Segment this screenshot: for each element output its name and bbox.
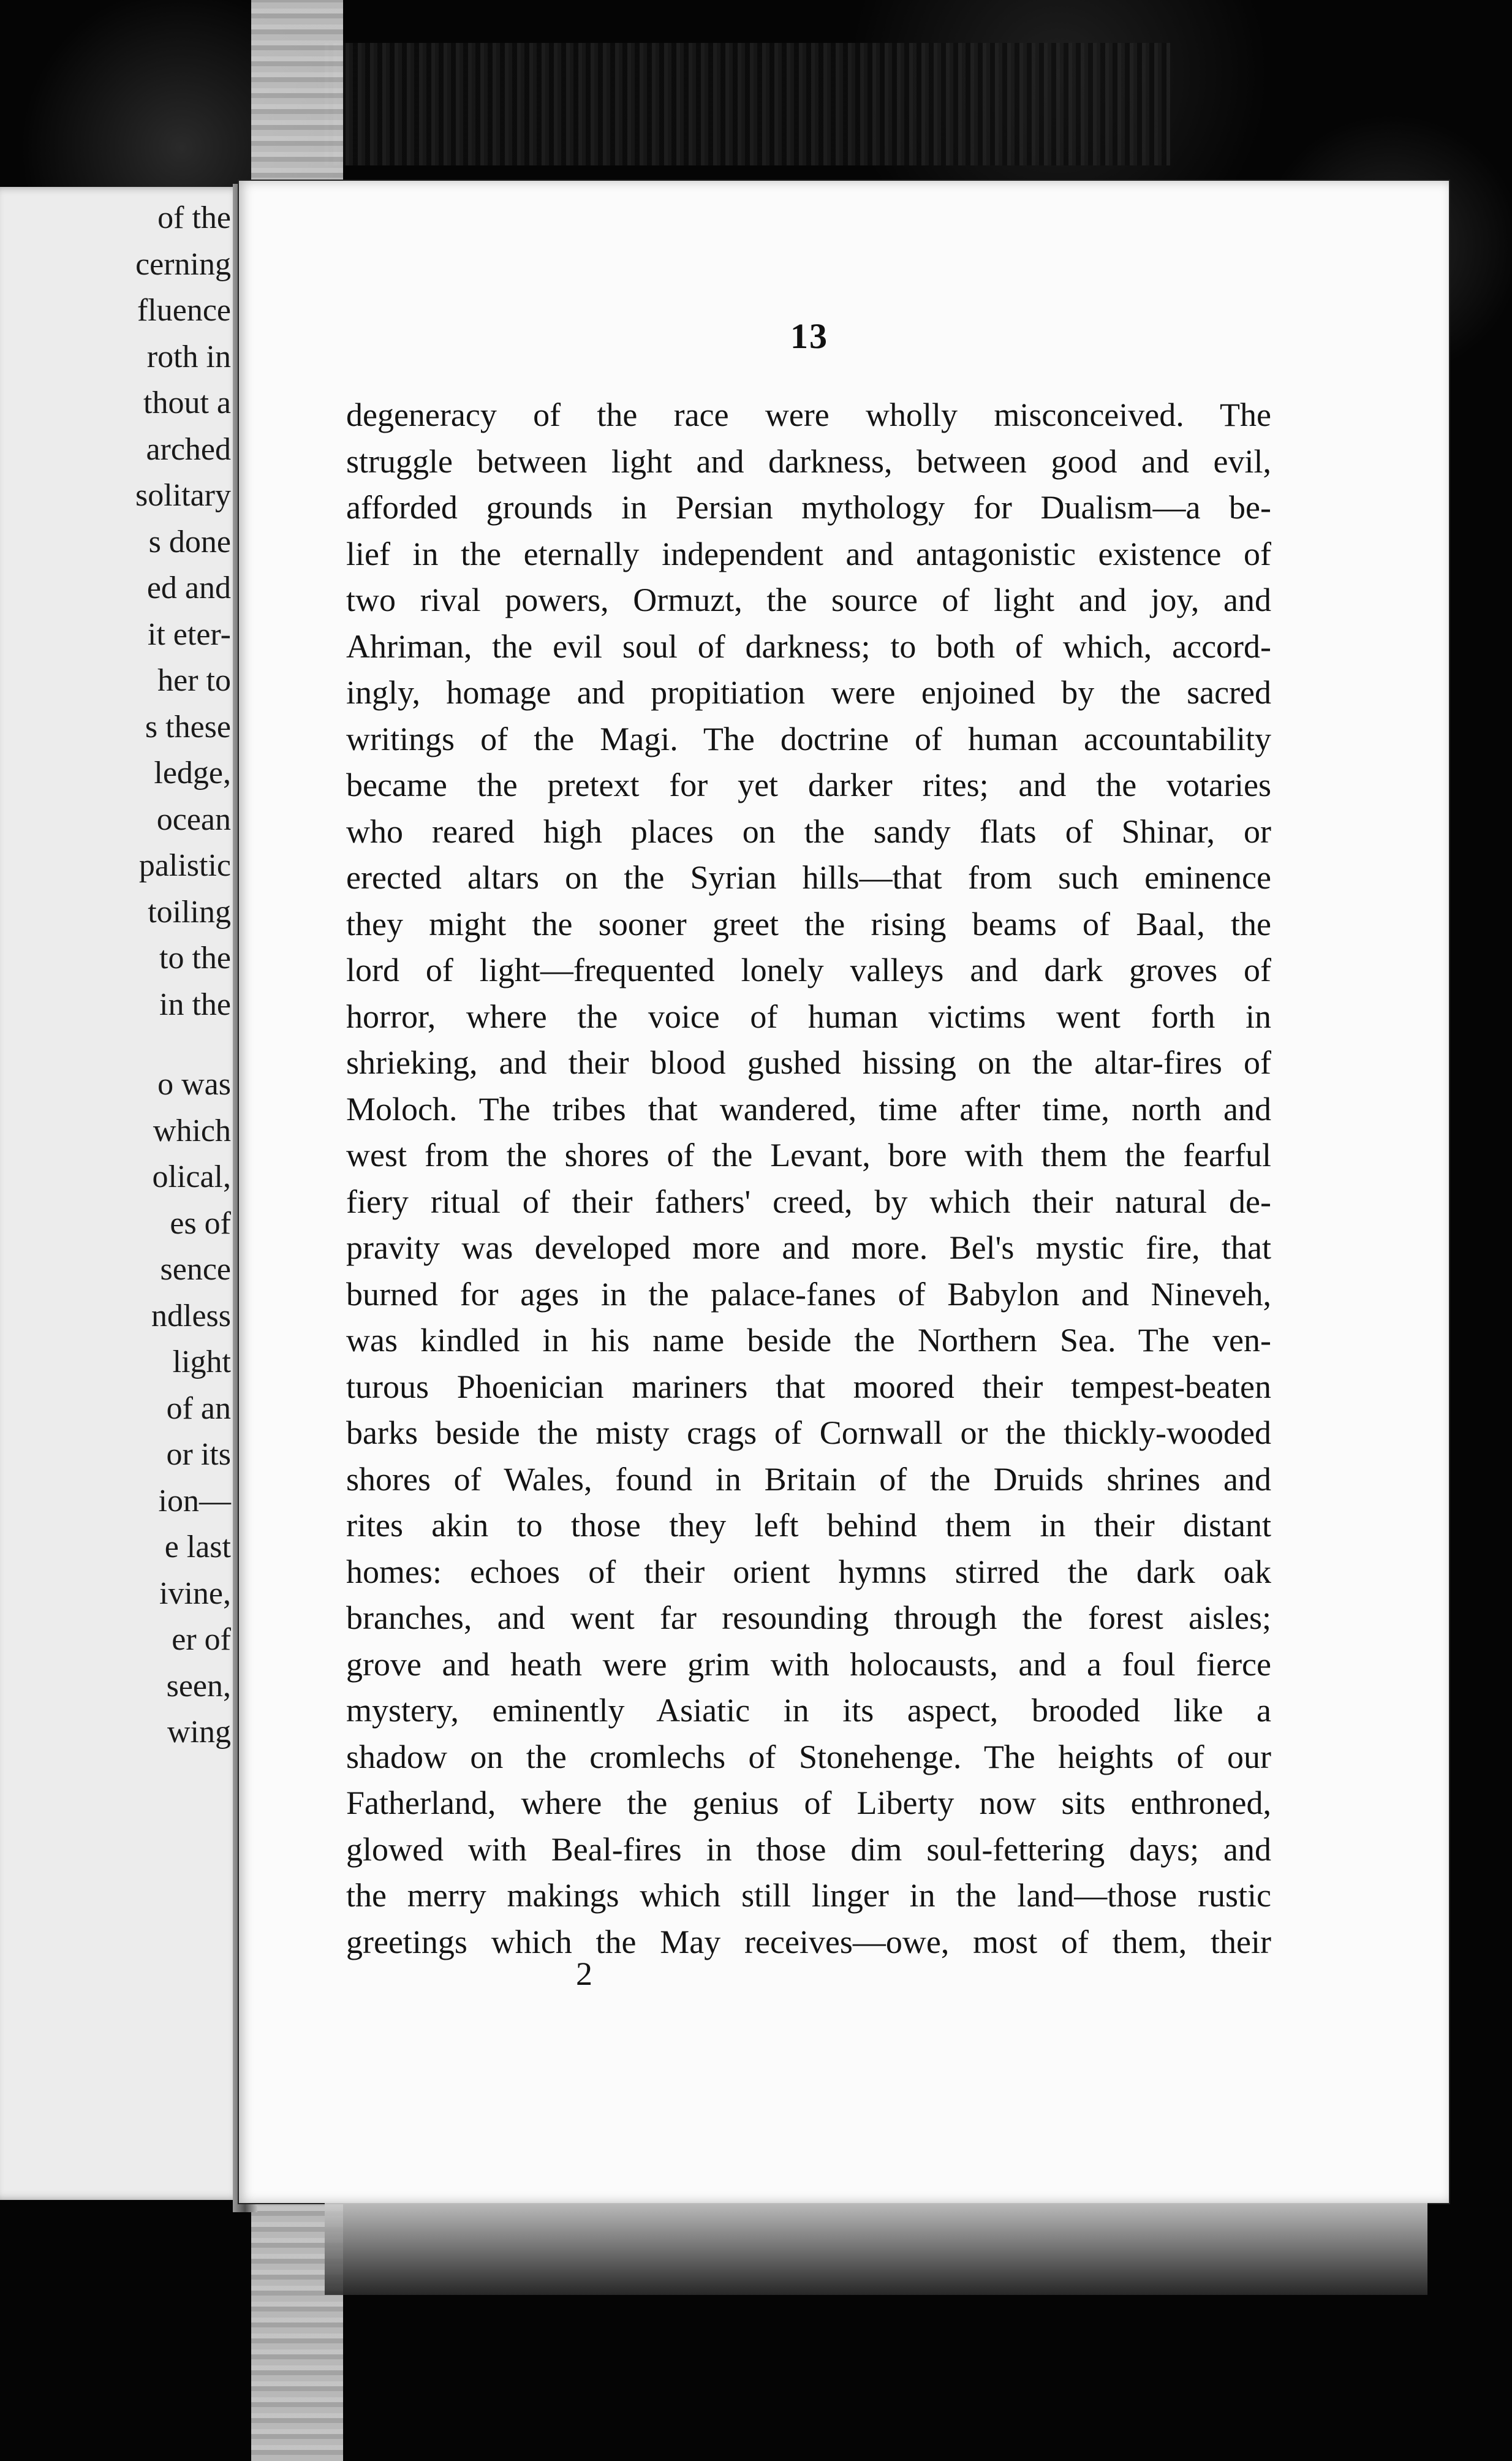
text-line: Ahriman, the evil soul of darkness; to both of which, accord- [346, 628, 1271, 665]
text-line: two rival powers, Ormuzt, the source of light and joy, and [346, 582, 1271, 618]
left-page-line: s these [145, 709, 231, 745]
spine-strip-upper [251, 0, 343, 184]
text-line: fiery ritual of their fathers' creed, by which their natural de- [346, 1183, 1271, 1220]
text-line: horror, where the voice of human victims went forth in [346, 998, 1271, 1035]
text-line: burned for ages in the palace-fanes of Babylon and Nineveh, [346, 1275, 1271, 1313]
text-line: west from the shores of the Levant, bore with them the fearful [346, 1137, 1271, 1174]
left-page-line: palistic [138, 848, 231, 883]
left-page-line: roth in [146, 339, 231, 374]
left-page-line: er of [172, 1622, 231, 1657]
left-page-line: ed and [146, 571, 231, 605]
left-page [0, 187, 242, 2200]
left-page-line: cerning [135, 246, 231, 282]
left-page-line: wing [167, 1715, 231, 1750]
page-number: 13 [790, 316, 828, 356]
text-line: rites akin to those they left behind them in their distant [346, 1507, 1271, 1544]
left-page-line: it eter- [147, 616, 231, 652]
text-line: Moloch. The tribes that wandered, time after time, north and [346, 1090, 1271, 1128]
text-line: Fatherland, where the genius of Liberty now sits enthroned, [346, 1784, 1271, 1821]
left-page-line: seen, [166, 1668, 231, 1704]
text-line: shores of Wales, found in Britain of the Druids shrines and [346, 1460, 1271, 1498]
text-line: was kindled in his name beside the Northern Sea. The ven- [346, 1322, 1271, 1359]
text-line: turous Phoenician mariners that moored their tempest-beaten [346, 1368, 1271, 1405]
text-line: greetings which the May receives—owe, most of them, their [346, 1923, 1271, 1960]
text-line: shadow on the cromlechs of Stonehenge. The heights of our [346, 1738, 1271, 1775]
left-page-line: ivine, [159, 1576, 231, 1611]
left-page-line: or its [166, 1437, 231, 1472]
text-line: struggle between light and darkness, between good and evil, [346, 442, 1271, 480]
signature-mark: 2 [576, 1955, 592, 1992]
left-page-line: ocean [156, 802, 231, 837]
text-line: afforded grounds in Persian mythology for Dualism—a be- [346, 489, 1271, 526]
left-page-line: in the [159, 987, 231, 1022]
text-line: became the pretext for yet darker rites; and the votaries [346, 767, 1271, 803]
left-page-line: which [153, 1113, 231, 1148]
text-line: who reared high places on the sandy flats of Shinar, or [346, 813, 1271, 850]
page-edge-lower [325, 2203, 1427, 2295]
left-page-line: e last [164, 1530, 231, 1564]
left-page-line: of the [157, 200, 231, 235]
text-line: degeneracy of the race were wholly misconceived. The [346, 396, 1271, 433]
text-line: erected altars on the Syrian hills—that from such eminence [346, 859, 1271, 896]
left-page-line: to the [159, 941, 231, 976]
left-page-line: solitary [135, 478, 231, 513]
text-line: lord of light—frequented lonely valleys and dark groves of [346, 952, 1271, 988]
text-line: mystery, eminently Asiatic in its aspect, brooded like a [346, 1692, 1271, 1729]
text-line: homes: echoes of their orient hymns stirred the dark oak [346, 1553, 1271, 1590]
text-line: grove and heath were grim with holocausts, and a foul fierce [346, 1645, 1271, 1683]
text-line: barks beside the misty crags of Cornwall or the thickly-wooded [346, 1414, 1271, 1451]
text-line: pravity was developed more and more. Bel's mystic fire, that [346, 1229, 1271, 1266]
left-page-line: ledge, [154, 756, 231, 791]
left-page-line: of an [166, 1390, 231, 1426]
left-page-line: thout a [143, 385, 231, 420]
text-line: glowed with Beal-fires in those dim soul-fettering days; and [346, 1830, 1271, 1868]
left-page-line: ion— [158, 1483, 231, 1519]
text-line: lief in the eternally independent and antagonistic existence of [346, 535, 1271, 572]
text-line: shrieking, and their blood gushed hissing on the altar-fires of [346, 1044, 1271, 1081]
left-page-line: toiling [148, 894, 231, 930]
left-page-line: o was [157, 1067, 231, 1102]
left-page-line: es of [170, 1205, 231, 1241]
left-page-line: sence [160, 1252, 231, 1287]
body-text [346, 392, 1271, 1965]
left-page-line: olical, [152, 1159, 231, 1194]
left-page-line: arched [146, 431, 231, 467]
left-page-line: her to [157, 663, 231, 698]
left-page-line: ndless [151, 1298, 231, 1333]
text-line: branches, and went far resounding through the forest aisles; [346, 1599, 1271, 1636]
text-line: they might the sooner greet the rising beams of Baal, the [346, 905, 1271, 942]
left-page-line: s done [148, 524, 231, 559]
text-line: the merry makings which still linger in the land—those rustic [346, 1877, 1271, 1914]
text-line: ingly, homage and propitiation were enjoined by the sacred [346, 674, 1271, 711]
scanner-edge-strip [325, 43, 1170, 165]
text-line: writings of the Magi. The doctrine of human accountability [346, 720, 1271, 757]
left-page-line: light [172, 1344, 231, 1379]
left-page-line: fluence [137, 293, 231, 328]
